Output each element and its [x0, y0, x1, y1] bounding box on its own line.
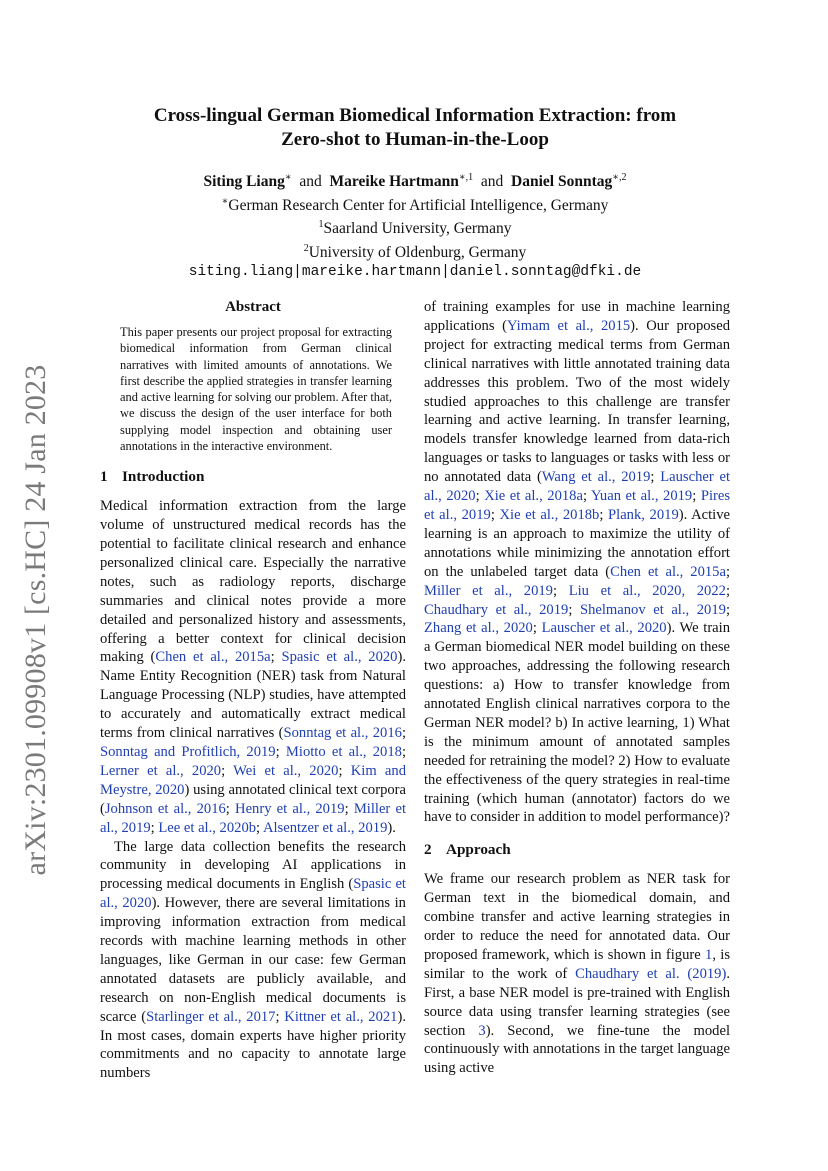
text-run: ;: [150, 819, 159, 836]
citation-link[interactable]: Xie et al., 2018a: [484, 488, 583, 505]
text-run: ;: [475, 488, 485, 505]
citation-link[interactable]: Wang et al., 2019: [541, 469, 651, 486]
citation-link[interactable]: Wei et al., 2020: [233, 762, 339, 779]
abstract-heading: Abstract: [225, 299, 281, 315]
text-run: ;: [275, 743, 286, 760]
author-1: Siting Liang: [203, 173, 285, 191]
figure-ref-link[interactable]: 1: [705, 946, 713, 963]
text-run: ). Second, we fine-tune the model continuously with annotations in the target language using active: [424, 1022, 730, 1077]
citation-link[interactable]: Spasic et al., 2020: [100, 876, 406, 912]
intro-paragraph-1: [100, 497, 406, 837]
affiliation-text: University of Oldenburg, Germany: [308, 244, 527, 262]
text-run: ;: [532, 620, 542, 637]
affiliation-mark: 2: [303, 242, 309, 254]
text-run: , is similar to the work of: [424, 946, 730, 982]
text-run: ). Our proposed project for extracting medical terms from German clinical narratives with little annotated training data addresses this problem. Two of the most widely studied approaches to this challenge are transfer learning and active learning. In transfer learning, models transfer knowledge learned from data-rich languages or tasks to languages or tasks with less or no annotated data (: [424, 317, 731, 486]
intro-paragraph-3: [424, 298, 730, 827]
text-run: ;: [344, 800, 354, 817]
author-line: [100, 168, 730, 192]
citation-link[interactable]: Miller et al., 2019: [100, 800, 406, 836]
author-and-1: and: [299, 173, 322, 191]
section-heading-approach: [424, 841, 730, 860]
citation-link[interactable]: Zhang et al., 2020: [424, 620, 533, 637]
left-column: [100, 298, 406, 1083]
citation-link[interactable]: Sonntag and Profitlich, 2019: [100, 743, 276, 760]
text-run: ;: [692, 488, 701, 505]
text-run: ;: [275, 1008, 285, 1025]
citation-link[interactable]: Plank, 2019: [608, 506, 679, 523]
text-run: ). Name Entity Recognition (NER) task from Natural Language Processing (NLP) studies, have attempted to accurately and automatically extract medical terms from clinical narratives (: [100, 649, 406, 742]
citation-link[interactable]: Liu et al., 2020, 2022: [568, 582, 726, 599]
text-run: The large data collection benefits the research community in developing AI applications in processing medical documents in English (: [100, 838, 406, 893]
title-line-2: Zero-shot to Human-in-the-Loop: [281, 129, 549, 150]
author-block: [100, 168, 730, 282]
arxiv-identifier: arXiv:2301.09908v1 [cs.HC] 24 Jan 2023: [19, 364, 52, 876]
text-run: Medical information extraction from the large volume of unstructured medical records has the potential to facilitate clinical research and enhance personalized clinical care. Especially the narrative notes, such as radiology reports, discharge summaries and clinical notes provide a more detailed and personalized history and assessments, offering a better context for clinical decision making (: [100, 498, 406, 666]
title-line-1: Cross-lingual German Biomedical Information Extraction: from: [153, 105, 677, 126]
author-3: Daniel Sonntag: [511, 173, 613, 191]
section-title: Approach: [446, 841, 511, 859]
section-number: 1: [100, 468, 108, 486]
author-2-mark: ∗,1: [458, 172, 474, 183]
arxiv-sidebar-stamp: [8, 360, 64, 880]
text-run: ;: [725, 563, 730, 580]
text-run: of training examples for use in machine learning applications (: [424, 299, 730, 334]
text-run: ).: [387, 819, 396, 836]
text-run: ). Active learning is an approach to maximize the utility of annotations while minimizing the annotation effort on the unlabeled target data (: [424, 506, 730, 580]
citation-link[interactable]: Chaudhary et al., 2019: [424, 601, 569, 618]
section-number: 2: [424, 841, 432, 859]
text-run: We frame our research problem as NER task for German text in the biomedical domain, and combine transfer and active learning strategies in order to reduce the need for annotated data. Our proposed framework, which is shown in figure: [424, 871, 730, 963]
text-run: ;: [401, 725, 406, 742]
right-column: [424, 298, 730, 1078]
affiliation-text: German Research Center for Artificial Intelligence, Germany: [228, 196, 609, 214]
citation-link[interactable]: Miotto et al., 2018: [285, 743, 402, 760]
affiliation-oldenburg: [100, 239, 730, 263]
text-run: ). In most cases, domain experts have higher priority commitments and no capacity to annotate large numbers: [100, 1008, 406, 1082]
section-heading-introduction: [100, 468, 406, 487]
citation-link[interactable]: Kittner et al., 2021: [284, 1008, 398, 1025]
text-run: ;: [270, 649, 282, 666]
citation-link[interactable]: Pires et al., 2019: [424, 488, 731, 523]
affiliation-dfki: [100, 192, 730, 216]
citation-link[interactable]: Lerner et al., 2020: [100, 762, 222, 779]
affiliation-text: Saarland University, Germany: [323, 220, 512, 238]
author-1-mark: ∗: [284, 172, 292, 183]
citation-link[interactable]: Sonntag et al., 2016: [283, 725, 402, 742]
citation-link[interactable]: Xie et al., 2018b: [499, 506, 600, 523]
text-run: ;: [552, 582, 569, 599]
citation-link[interactable]: Alsentzer et al., 2019: [262, 819, 388, 836]
text-run: ;: [490, 506, 500, 523]
citation-link[interactable]: Miller et al., 2019: [424, 582, 553, 599]
paper-title: [100, 104, 730, 152]
citation-link[interactable]: Chaudhary et al. (2019): [575, 965, 727, 982]
citation-link[interactable]: Kim and Meystre, 2020: [100, 762, 406, 798]
citation-link[interactable]: Henry et al., 2019: [235, 800, 345, 817]
text-run: ;: [568, 601, 580, 618]
citation-link[interactable]: Chen et al., 2015a: [155, 649, 271, 666]
author-emails: siting.liang|mareike.hartmann|daniel.sonntag@dfki.de: [188, 263, 642, 280]
citation-link[interactable]: Lauscher et al., 2020: [424, 469, 731, 505]
citation-link[interactable]: Johnson et al., 2016: [104, 800, 226, 817]
affiliation-mark: 1: [318, 219, 324, 231]
affiliation-mark: ∗: [221, 195, 229, 207]
citation-link[interactable]: Shelmanov et al., 2019: [579, 601, 726, 618]
author-3-mark: ∗,2: [612, 172, 627, 183]
citation-link[interactable]: Lauscher et al., 2020: [541, 620, 667, 637]
citation-link[interactable]: Lee et al., 2020b: [158, 819, 257, 836]
citation-link[interactable]: Yimam et al., 2015: [506, 317, 631, 334]
approach-paragraph-1: [424, 870, 730, 1078]
text-run: ;: [338, 762, 351, 779]
affiliation-saarland: [100, 215, 730, 239]
text-run: ;: [650, 469, 661, 486]
text-run: ;: [256, 819, 263, 836]
citation-link[interactable]: Starlinger et al., 2017: [146, 1008, 276, 1025]
section-ref-link[interactable]: 3: [478, 1022, 486, 1039]
text-run: ;: [582, 488, 592, 505]
citation-link[interactable]: Spasic et al., 2020: [281, 649, 398, 666]
text-run: ;: [725, 582, 730, 599]
text-run: ;: [401, 743, 406, 760]
text-run: ;: [221, 762, 234, 779]
text-run: ) using annotated clinical text corpora (: [100, 781, 406, 817]
text-run: ;: [225, 800, 236, 817]
section-title: Introduction: [122, 468, 205, 486]
intro-paragraph-2: [100, 838, 406, 1084]
text-run: ). We train a German biomedical NER model building on these two approaches, addressing the following research questions: a) How to transfer knowledge from annotated English clinical narratives corpora to the German NER model? b) In active learning, 1) What is the minimum amount of annotated samples needed for retraining the model? 2) How to evaluate the effectiveness of the query strategies in real-time training (which human (annotator) factors do we have to consider in addition to model performance)?: [424, 620, 731, 826]
text-run: . First, a base NER model is pre-trained with English source data using transfer learning strategies (see section: [424, 965, 730, 1039]
text-run: ;: [599, 506, 609, 523]
text-run: ;: [725, 601, 730, 618]
text-run: ). However, there are several limitations in improving information extraction from medical records with machine learning methods in other languages, like German in our case: few German annotated datasets are publicly available, and research on non-English medical documents is scarce (: [100, 895, 406, 1025]
citation-link[interactable]: Chen et al., 2015a: [610, 563, 726, 580]
abstract-text: This paper presents our project proposal for extracting biomedical information from German clinical narratives with limited amounts of annotations. We first describe the applied strategies in transfer learning and active learning for solving our problem. After that, we discuss the design of the user interface for both supplying model inspection and obtaining user annotations in the interactive environment.: [120, 324, 392, 453]
author-and-2: and: [480, 173, 504, 191]
author-2: Mareike Hartmann: [329, 173, 459, 191]
citation-link[interactable]: Yuan et al., 2019: [591, 488, 693, 505]
